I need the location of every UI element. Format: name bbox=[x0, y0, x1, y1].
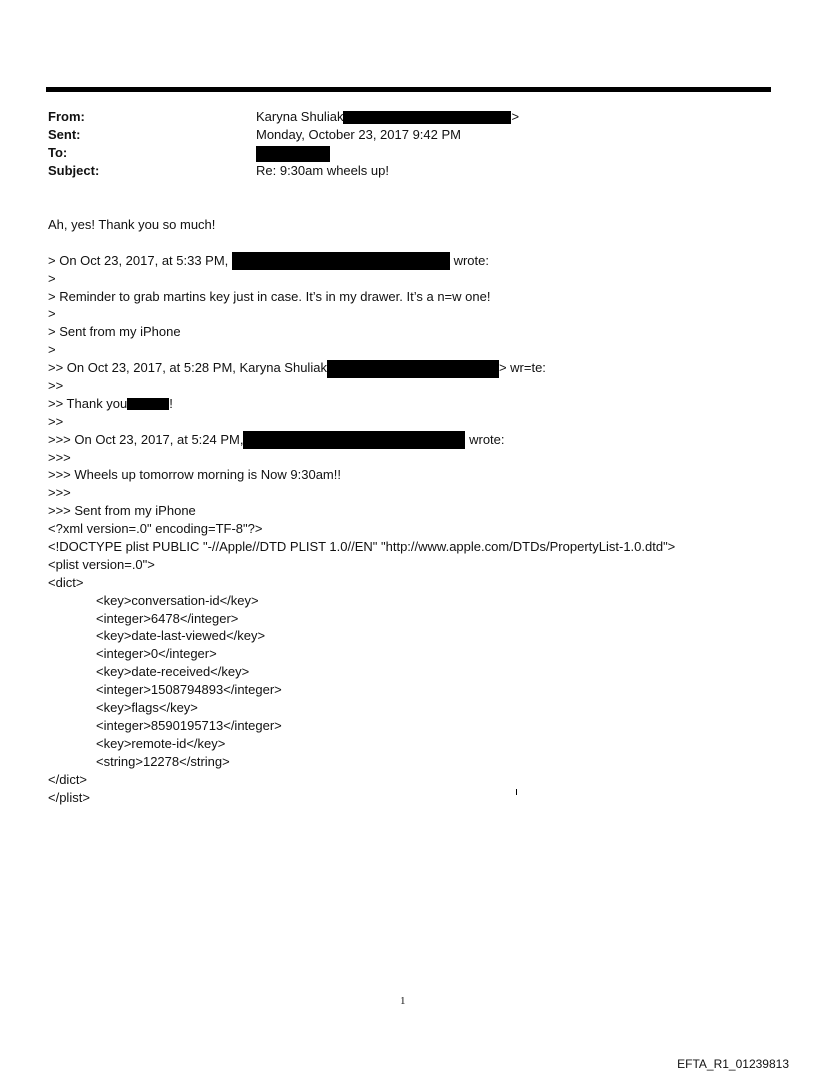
document-id: EFTA_R1_01239813 bbox=[677, 1057, 789, 1071]
header-rule bbox=[46, 87, 771, 92]
sent-value: Monday, October 23, 2017 9:42 PM bbox=[256, 127, 461, 142]
plist-line: <dict> bbox=[48, 574, 84, 590]
quote-line: >>> bbox=[48, 485, 71, 501]
plist-entry: <key>flags</key> bbox=[96, 700, 198, 716]
plist-entry: <integer>6478</integer> bbox=[96, 610, 239, 626]
redaction-bar bbox=[327, 360, 499, 378]
plist-line: <plist version=.0"> bbox=[48, 556, 155, 572]
plist-line: <?xml version=.0" encoding=TF-8"?> bbox=[48, 521, 263, 537]
subject-value: Re: 9:30am wheels up! bbox=[256, 163, 389, 178]
quote-header: >> On Oct 23, 2017, at 5:28 PM, Karyna Shuliak > wr=te: bbox=[48, 359, 675, 377]
plist-line: <!DOCTYPE plist PUBLIC "-//Apple//DTD PLIST 1.0//EN" "http://www.apple.com/DTDs/PropertyList-1.0.dtd"> bbox=[48, 539, 676, 555]
subject-label: Subject: bbox=[48, 163, 100, 178]
from-name: Karyna Shuliak bbox=[256, 109, 344, 124]
redaction-bar bbox=[343, 111, 511, 124]
plist-entry: <key>date-received</key> bbox=[96, 664, 250, 680]
quote-line: >> Thank you ! bbox=[48, 395, 173, 411]
quote-header: >>> On Oct 23, 2017, at 5:24 PM, wrote: bbox=[48, 431, 675, 449]
quote-header: > On Oct 23, 2017, at 5:33 PM, wrote: bbox=[48, 252, 675, 270]
email-body bbox=[48, 216, 675, 806]
page-number: 1 bbox=[400, 995, 406, 1007]
redaction-bar bbox=[232, 252, 450, 270]
plist-entry: <string>12278</string> bbox=[96, 753, 230, 769]
stray-mark bbox=[516, 789, 517, 795]
plist-entry: <key>remote-id</key> bbox=[96, 735, 226, 751]
plist-entry: <integer>8590195713</integer> bbox=[96, 717, 282, 733]
from-label: From: bbox=[48, 109, 85, 124]
quote-line: >>> Sent from my iPhone bbox=[48, 503, 196, 519]
sent-label: Sent: bbox=[48, 127, 81, 142]
quote-line: > bbox=[48, 342, 56, 358]
to-value bbox=[256, 144, 330, 162]
plist-entry: <integer>0</integer> bbox=[96, 646, 217, 662]
quote-line: > bbox=[48, 270, 56, 286]
quote-line: > bbox=[48, 306, 56, 322]
redaction-bar bbox=[256, 146, 330, 162]
quote-line: > Reminder to grab martins key just in case. It’s in my drawer. It’s a n=w one! bbox=[48, 288, 491, 304]
plist-entry: <key>date-last-viewed</key> bbox=[96, 628, 266, 644]
plist-line: </dict> bbox=[48, 771, 88, 787]
plist-entry: <integer>1508794893</integer> bbox=[96, 682, 282, 698]
from-suffix: > bbox=[511, 109, 520, 124]
redaction-bar bbox=[243, 431, 465, 449]
plist-entry: <key>conversation-id</key> bbox=[96, 592, 259, 608]
quote-line: >>> bbox=[48, 449, 71, 465]
quote-line: > Sent from my iPhone bbox=[48, 324, 181, 340]
quote-line: >> bbox=[48, 413, 64, 429]
quote-line: >>> Wheels up tomorrow morning is Now 9:30am!! bbox=[48, 467, 341, 483]
redaction-bar bbox=[127, 398, 169, 410]
from-value bbox=[256, 108, 519, 126]
quote-line: >> bbox=[48, 378, 64, 394]
to-label: To: bbox=[48, 145, 68, 160]
reply-text: Ah, yes! Thank you so much! bbox=[48, 217, 216, 232]
plist-line: </plist> bbox=[48, 789, 90, 805]
